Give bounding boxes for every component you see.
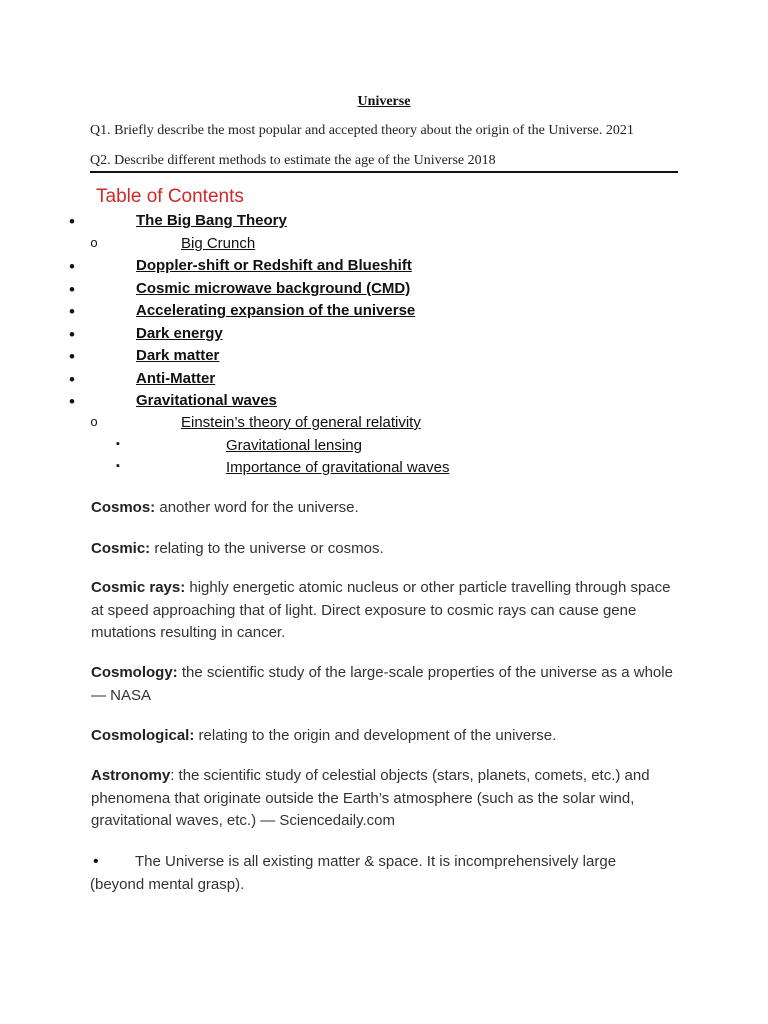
- definition-text: the scientific study of the large-scale properties of the universe as a whole — NASA: [91, 664, 673, 704]
- definition-text: another word for the universe.: [155, 499, 359, 516]
- bullet-note-text: The Universe is all existing matter & space. It is incomprehensively large (beyond mental grasp).: [90, 853, 617, 893]
- question-1: Q1. Briefly describe the most popular and accepted theory about the origin of the Universe. 2021: [90, 123, 634, 138]
- toc-item[interactable]: [0, 370, 768, 392]
- definition-term: Astronomy: [91, 767, 171, 784]
- toc-item[interactable]: [0, 235, 768, 257]
- square-bullet-icon: ▪: [116, 460, 120, 472]
- square-bullet-icon: ▪: [116, 438, 120, 450]
- bullet-icon: •: [69, 370, 75, 389]
- toc-item[interactable]: [0, 325, 768, 347]
- bullet-icon: •: [69, 325, 75, 344]
- toc-link[interactable]: Gravitational lensing: [226, 437, 362, 454]
- definition-text: : the scientific study of celestial objects (stars, planets, comets, etc.) and phenomena that originate outside the Earth’s atmosphere (such as the solar wind, gravitational waves, etc.) — Sciencedaily.com: [91, 767, 650, 829]
- definition-text: relating to the origin and development of the universe.: [194, 727, 557, 744]
- document-title: Universe: [357, 94, 411, 109]
- question-2: Q2. Describe different methods to estimate the age of the Universe 2018: [90, 153, 496, 168]
- horizontal-rule: [90, 171, 678, 173]
- definition-text: relating to the universe or cosmos.: [150, 540, 384, 557]
- bullet-icon: •: [69, 302, 75, 321]
- toc-item[interactable]: [0, 280, 768, 302]
- toc-link[interactable]: Doppler-shift or Redshift and Blueshift: [136, 257, 412, 274]
- toc-item[interactable]: [0, 392, 768, 414]
- toc-link[interactable]: Big Crunch: [181, 235, 256, 252]
- circle-bullet-icon: o: [90, 235, 98, 250]
- definition-term: Cosmos:: [91, 499, 156, 516]
- definition-term: Cosmology:: [91, 664, 178, 681]
- toc-link[interactable]: Einstein’s theory of general relativity: [181, 414, 421, 431]
- definition-paragraph: [91, 577, 681, 645]
- toc-link[interactable]: Importance of gravitational waves: [226, 459, 450, 476]
- bullet-icon: •: [69, 257, 75, 276]
- toc-item[interactable]: [0, 459, 768, 481]
- definition-term: Cosmic:: [91, 540, 151, 557]
- toc-item[interactable]: [0, 212, 768, 234]
- toc-link[interactable]: Cosmic microwave background (CMD): [136, 280, 411, 297]
- toc-link[interactable]: Dark energy: [136, 325, 223, 342]
- bullet-icon: •: [93, 853, 99, 870]
- toc-item[interactable]: [0, 437, 768, 459]
- toc-item[interactable]: [0, 347, 768, 369]
- bullet-icon: •: [69, 280, 75, 299]
- definition-paragraph: [91, 538, 681, 561]
- toc-link[interactable]: Accelerating expansion of the universe: [136, 302, 416, 319]
- bullet-icon: •: [69, 347, 75, 366]
- toc-link[interactable]: Dark matter: [136, 347, 220, 364]
- definition-paragraph: [91, 765, 681, 833]
- definition-text: highly energetic atomic nucleus or other particle travelling through space at speed approaching that of light. Direct exposure to cosmic rays can cause gene mutations resulting in cancer.: [91, 579, 671, 641]
- toc-item[interactable]: [0, 414, 768, 436]
- toc-item[interactable]: [0, 257, 768, 279]
- definition-paragraph: [91, 497, 681, 520]
- toc-item[interactable]: [0, 302, 768, 324]
- bullet-icon: •: [69, 392, 75, 411]
- toc-link[interactable]: Anti-Matter: [136, 370, 216, 387]
- circle-bullet-icon: o: [90, 414, 98, 429]
- bullet-icon: •: [69, 212, 75, 231]
- definition-paragraph: [91, 662, 681, 707]
- definition-paragraph: [91, 725, 681, 748]
- definition-term: Cosmological:: [91, 727, 195, 744]
- definition-term: Cosmic rays:: [91, 579, 186, 596]
- toc-link[interactable]: The Big Bang Theory: [136, 212, 287, 229]
- toc-link[interactable]: Gravitational waves: [136, 392, 277, 409]
- toc-heading: Table of Contents: [96, 186, 244, 207]
